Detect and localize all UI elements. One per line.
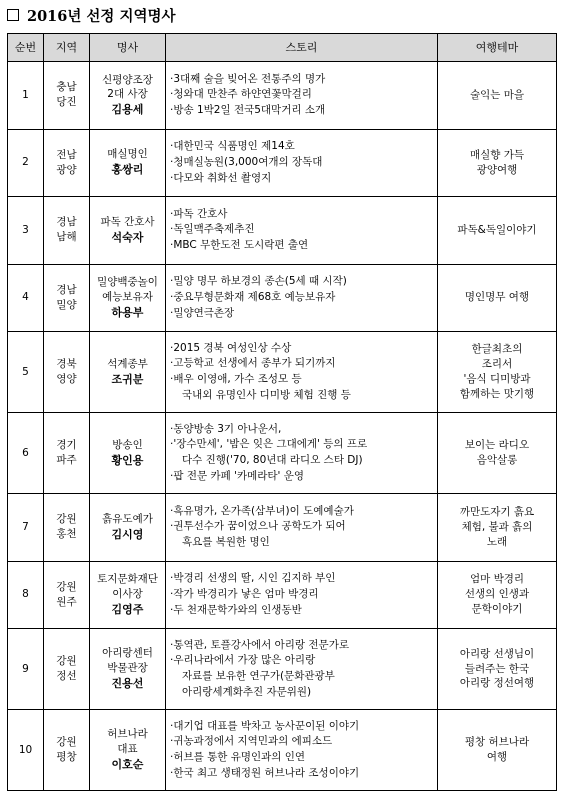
theme-text: 술익는 마을 bbox=[469, 88, 525, 101]
person-name: 황인용 bbox=[111, 453, 144, 467]
region-cell bbox=[44, 264, 90, 332]
row-number: 1 bbox=[8, 62, 44, 130]
story-line: ·밀양 명무 하보경의 종손(5세 때 시작) bbox=[170, 275, 347, 288]
region-cell bbox=[44, 494, 90, 562]
theme-cell bbox=[438, 264, 557, 332]
region-text: 홍천 bbox=[56, 528, 77, 541]
table-row bbox=[8, 197, 557, 265]
person-title: 매실명인 bbox=[107, 148, 148, 161]
person-title: 토지문화재단 bbox=[97, 573, 158, 586]
story-line: ·'장수만세', '밤은 잊은 그대에게' 등의 프로 bbox=[170, 438, 368, 451]
person-cell bbox=[90, 629, 166, 710]
region-text: 파주 bbox=[56, 454, 77, 466]
story-line: 흑요를 복원한 명인 bbox=[182, 536, 270, 549]
theme-cell bbox=[438, 494, 557, 562]
person-cell bbox=[90, 129, 166, 197]
region-text: 경남 bbox=[56, 283, 77, 296]
region-cell bbox=[44, 129, 90, 197]
story-line: ·대기업 대표를 박차고 농사꾼이된 이야기 bbox=[170, 719, 360, 732]
theme-text: 한글최초의 bbox=[471, 343, 523, 356]
theme-cell bbox=[438, 413, 557, 494]
region-text: 남해 bbox=[56, 231, 77, 244]
story-line: ·흑유명가, 온가족(삼부녀)이 도예예술가 bbox=[170, 504, 354, 517]
story-line: ·배우 이영애, 가수 조성모 등 bbox=[170, 373, 302, 385]
story-cell bbox=[166, 62, 438, 130]
region-cell bbox=[44, 332, 90, 413]
story-line: 자료를 보유한 연구가(문화관광부 bbox=[182, 670, 335, 682]
regional-figures-table bbox=[7, 33, 557, 791]
story-line: 다수 진행('70, 80년대 라디오 스타 DJ) bbox=[182, 454, 363, 466]
person-title: 허브나라 bbox=[107, 728, 148, 741]
theme-text: '음식 디미방과 bbox=[463, 373, 531, 385]
theme-text: 체험, 불과 흙의 bbox=[461, 520, 533, 533]
region-text: 평창 bbox=[56, 751, 77, 763]
theme-text: 노래 bbox=[486, 535, 508, 548]
region-cell bbox=[44, 561, 90, 629]
story-cell bbox=[166, 197, 438, 265]
row-number: 4 bbox=[8, 264, 44, 332]
region-text: 경기 bbox=[56, 439, 77, 452]
story-line: ·통역관, 토플강사에서 아리랑 전문가로 bbox=[170, 638, 349, 651]
row-number: 6 bbox=[8, 413, 44, 494]
person-title: 아리랑센터 bbox=[102, 647, 153, 660]
story-line: ·권투선수가 꿈이었으나 공학도가 되어 bbox=[170, 520, 346, 533]
person-title: 대표 bbox=[117, 743, 138, 756]
person-name: 진용선 bbox=[111, 677, 144, 691]
table-row bbox=[8, 332, 557, 413]
person-title: 밀양백중놀이 bbox=[97, 276, 158, 289]
story-line: ·MBC 무한도전 도시락편 출연 bbox=[170, 239, 309, 252]
row-number: 7 bbox=[8, 494, 44, 562]
theme-cell bbox=[438, 629, 557, 710]
person-cell bbox=[90, 710, 166, 791]
header-theme: 여행테마 bbox=[438, 34, 557, 62]
region-text: 정선 bbox=[56, 670, 77, 682]
row-number: 9 bbox=[8, 629, 44, 710]
region-cell bbox=[44, 197, 90, 265]
story-line: ·고등학교 선생에서 종부가 되기까지 bbox=[170, 357, 336, 370]
story-line: ·청매실농원(3,000여개의 장독대 bbox=[170, 155, 323, 168]
region-text: 충남 bbox=[56, 81, 77, 94]
region-text: 영양 bbox=[56, 373, 77, 385]
story-line: ·파독 간호사 bbox=[170, 207, 228, 220]
story-line: ·우리나라에서 가장 많은 아리랑 bbox=[170, 654, 316, 667]
person-title: 박물관장 bbox=[107, 662, 148, 675]
story-cell bbox=[166, 413, 438, 494]
theme-text: 음악살롱 bbox=[476, 454, 518, 466]
theme-text: 여행 bbox=[486, 751, 508, 763]
story-line: ·밀양연극촌장 bbox=[170, 306, 235, 319]
person-cell bbox=[90, 332, 166, 413]
story-cell bbox=[166, 332, 438, 413]
theme-text: 아리랑 선생님이 bbox=[459, 647, 535, 660]
theme-cell bbox=[438, 129, 557, 197]
region-cell bbox=[44, 62, 90, 130]
theme-text: 명인명무 여행 bbox=[464, 291, 530, 304]
theme-cell bbox=[438, 332, 557, 413]
person-name: 김영주 bbox=[111, 602, 144, 616]
theme-text: 아리랑 정선여행 bbox=[459, 677, 535, 690]
person-cell bbox=[90, 413, 166, 494]
region-text: 밀양 bbox=[56, 298, 77, 311]
person-name: 이호순 bbox=[111, 758, 144, 772]
story-line: 아리랑세계화추진 자문위원) bbox=[182, 685, 312, 698]
theme-text: 문학이야기 bbox=[471, 603, 523, 616]
theme-text: 파독&독일이야기 bbox=[457, 223, 537, 236]
story-line: ·박경리 선생의 딸, 시인 김지하 부인 bbox=[170, 572, 336, 585]
region-text: 경남 bbox=[56, 216, 77, 229]
region-text: 광양 bbox=[56, 163, 77, 176]
theme-text: 보이는 라디오 bbox=[464, 439, 530, 452]
row-number: 3 bbox=[8, 197, 44, 265]
title-text: 2016년 선정 지역명사 bbox=[27, 7, 176, 25]
theme-cell bbox=[438, 62, 557, 130]
person-cell bbox=[90, 197, 166, 265]
region-text: 강원 bbox=[56, 580, 77, 593]
row-number: 10 bbox=[8, 710, 44, 791]
header-person: 명사 bbox=[90, 34, 166, 62]
story-cell bbox=[166, 494, 438, 562]
theme-text: 선생의 인생과 bbox=[464, 588, 530, 601]
theme-text: 함께하는 맛기행 bbox=[459, 387, 535, 400]
theme-cell bbox=[438, 197, 557, 265]
theme-text: 평창 허브나라 bbox=[464, 736, 530, 749]
person-title: 2대 사장 bbox=[107, 88, 148, 101]
story-line: ·동양방송 3기 아나운서, bbox=[170, 422, 282, 435]
theme-cell bbox=[438, 710, 557, 791]
theme-text: 조리서 bbox=[481, 358, 513, 371]
table-row bbox=[8, 62, 557, 130]
row-number: 5 bbox=[8, 332, 44, 413]
person-cell bbox=[90, 561, 166, 629]
person-title: 이사장 bbox=[112, 587, 143, 600]
theme-text: 광양여행 bbox=[476, 163, 518, 176]
story-line: ·3대째 술을 빚어온 전통주의 명가 bbox=[170, 72, 326, 85]
story-line: ·작가 박경리가 낳은 엄마 박경리 bbox=[170, 587, 319, 600]
person-cell bbox=[90, 264, 166, 332]
region-text: 강원 bbox=[56, 655, 77, 668]
region-text: 전남 bbox=[56, 148, 77, 161]
story-cell bbox=[166, 129, 438, 197]
region-text: 강원 bbox=[56, 736, 77, 749]
person-name: 홍쌍리 bbox=[111, 163, 144, 177]
theme-text: 엄마 박경리 bbox=[469, 573, 525, 586]
theme-text: 들려주는 한국 bbox=[464, 662, 530, 675]
table-row bbox=[8, 494, 557, 562]
header-story: 스토리 bbox=[166, 34, 438, 62]
story-cell bbox=[166, 629, 438, 710]
story-line: ·두 천재문학가와의 인생동반 bbox=[170, 603, 302, 616]
table-row bbox=[8, 264, 557, 332]
header-region: 지역 bbox=[44, 34, 90, 62]
header-num: 순번 bbox=[8, 34, 44, 62]
person-name: 김용세 bbox=[111, 103, 144, 117]
story-line: ·대한민국 식품명인 제14호 bbox=[170, 140, 295, 153]
story-line: ·허브를 통한 유명인과의 인연 bbox=[170, 751, 306, 763]
table-row bbox=[8, 413, 557, 494]
person-name: 김시영 bbox=[111, 527, 144, 541]
person-title: 석계종부 bbox=[107, 357, 148, 370]
person-name: 조귀분 bbox=[111, 372, 144, 386]
row-number: 2 bbox=[8, 129, 44, 197]
document-title bbox=[7, 4, 176, 26]
row-number: 8 bbox=[8, 561, 44, 629]
region-text: 강원 bbox=[56, 513, 77, 526]
story-line: ·청와대 만찬주 하얀연꽃막걸리 bbox=[170, 88, 312, 101]
table-header-row bbox=[8, 34, 557, 62]
story-line: ·2015 경북 여성인상 수상 bbox=[170, 341, 292, 354]
checkbox-square-icon bbox=[7, 9, 19, 21]
story-line: 국내외 유명인사 디미방 체험 진행 등 bbox=[182, 388, 351, 401]
story-line: ·중요무형문화재 제68호 예능보유자 bbox=[170, 290, 336, 303]
person-title: 예능보유자 bbox=[102, 290, 153, 303]
region-cell bbox=[44, 413, 90, 494]
table-row bbox=[8, 129, 557, 197]
story-cell bbox=[166, 264, 438, 332]
story-line: ·방송 1박2일 전국5대막거리 소개 bbox=[170, 104, 326, 117]
story-cell bbox=[166, 561, 438, 629]
theme-cell bbox=[438, 561, 557, 629]
story-line: ·한국 최고 생태정원 허브나라 조성이야기 bbox=[170, 766, 360, 779]
table-row bbox=[8, 710, 557, 791]
person-title: 방송인 bbox=[112, 438, 143, 451]
person-cell bbox=[90, 62, 166, 130]
theme-text: 매실향 가득 bbox=[469, 148, 525, 161]
person-cell bbox=[90, 494, 166, 562]
story-line: ·독일맥주축제추진 bbox=[170, 223, 255, 236]
person-name: 하용부 bbox=[111, 305, 144, 319]
person-title: 신평양조장 bbox=[102, 73, 153, 86]
region-cell bbox=[44, 710, 90, 791]
theme-text: 까만도자기 흙요 bbox=[459, 505, 535, 518]
table-body bbox=[8, 62, 557, 791]
region-text: 원주 bbox=[56, 595, 77, 608]
table-row bbox=[8, 561, 557, 629]
region-cell bbox=[44, 629, 90, 710]
story-line: ·팝 전문 카페 '카메라타' 운영 bbox=[170, 469, 305, 482]
table-row bbox=[8, 629, 557, 710]
story-line: ·다모와 취화선 촬영지 bbox=[170, 171, 272, 184]
story-cell bbox=[166, 710, 438, 791]
region-text: 당진 bbox=[56, 96, 77, 109]
person-title: 흙유도예가 bbox=[102, 512, 153, 525]
person-name: 석숙자 bbox=[111, 230, 144, 244]
region-text: 경북 bbox=[56, 358, 77, 371]
story-line: ·귀농과정에서 지역민과의 에피소드 bbox=[170, 735, 333, 748]
person-title: 파독 간호사 bbox=[100, 215, 155, 228]
